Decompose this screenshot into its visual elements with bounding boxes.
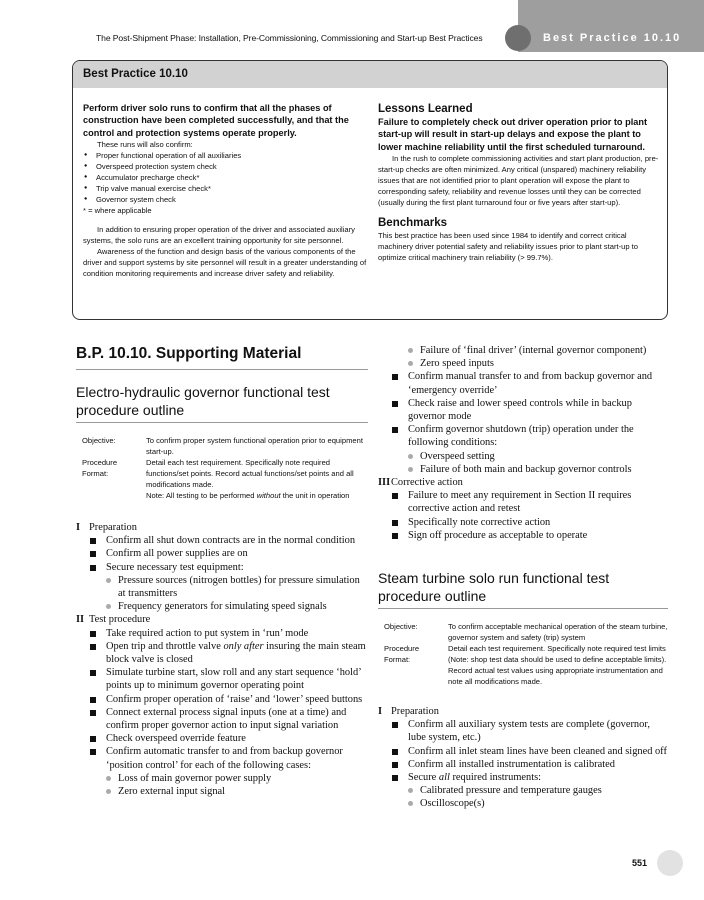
list-item: Simulate turbine start, slow roll and any start sequence ‘hold’ points up to minimum governor operating point <box>76 666 368 692</box>
governor-procedure-title: Electro-hydraulic governor functional test procedure outline <box>76 384 368 423</box>
box-lead: Perform driver solo runs to confirm that all the phases of construction have been completed successfully, and that the control and protection systems operate properly. <box>83 103 349 138</box>
sub-item: Overspeed setting <box>378 450 668 463</box>
format-label <box>378 643 448 687</box>
format-label-line2: Format: <box>384 655 411 665</box>
format-body: Detail each test requirement. Specifically note required functions/set points. Record actual functions/set points and all modifications made. <box>146 458 354 489</box>
format-label-line1: Procedure <box>384 644 420 654</box>
list-item: Connect external process signal inputs (one at a time) and confirm proper governor action to input signal variation <box>76 706 368 732</box>
list-item: Specifically note corrective action <box>378 516 668 529</box>
sub-item: Calibrated pressure and temperature gauges <box>378 784 668 797</box>
confirm-list <box>83 150 368 205</box>
box-left-column <box>83 102 368 279</box>
list-item: Secure necessary test equipment: <box>76 561 368 574</box>
left-column <box>76 344 368 798</box>
section-tab-label: Best Practice 10.10 <box>543 32 682 44</box>
format-label-line2: Format: <box>82 469 109 478</box>
list-item: Failure to meet any requirement in Section II requires corrective action and retest <box>378 489 668 515</box>
list-item: Confirm all inlet steam lines have been cleaned and signed off <box>378 745 668 758</box>
lessons-body: In the rush to complete commissioning activities and start plant production, pre-start-up checks are often minimized. Any critical (unspared) machinery reliability issues that are not identified prior to plant operation will expose the plant to corresponding safety, reliability and revenue losses until they can be corrected (usually during the first plant turnaround four or five years after start-up). <box>378 153 659 207</box>
format-text: Detail each test requirement. Specifically note required test limits (Note: shop test data should be used to define acceptable limits). Record actual test values using appropriate instrumentation and note all modifications made. <box>448 644 667 687</box>
list-item: Take required action to put system in ‘run’ mode <box>76 627 368 640</box>
list-item: Sign off procedure as acceptable to operate <box>378 529 668 542</box>
sub-item: Failure of both main and backup governor controls <box>378 463 668 476</box>
page-circle-decoration <box>657 850 683 876</box>
supporting-material-title: B.P. 10.10. Supporting Material <box>76 344 368 370</box>
format-note: Note: All testing to be performed without the unit in operation <box>146 491 350 500</box>
objective-label: Objective: <box>384 622 418 632</box>
steam-turbine-procedure-title: Steam turbine solo run functional test procedure outline <box>378 570 668 609</box>
sub-item: Zero speed inputs <box>378 357 668 370</box>
list-item: Confirm all installed instrumentation is calibrated <box>378 758 668 771</box>
list-item: Confirm all shut down contracts are in the normal condition <box>76 534 368 547</box>
box-right-column <box>378 102 663 263</box>
list-item: Check overspeed override feature <box>76 732 368 745</box>
list-item: Confirm all power supplies are on <box>76 547 368 560</box>
lessons-lead: Failure to completely check out driver operation prior to plant start-up will result in start-up delays and expose the plant to lower machine reliability until the first scheduled turnaround. <box>378 117 648 152</box>
box-title: Best Practice 10.10 <box>73 61 667 88</box>
best-practice-box <box>72 60 668 320</box>
sub-item: Oscilloscope(s) <box>378 797 668 810</box>
outline-heading: III Corrective action <box>378 477 463 489</box>
sub-item: Loss of main governor power supply <box>76 772 368 785</box>
sub-item: Failure of ‘final driver’ (internal governor component) <box>378 344 668 357</box>
list-item: ● Trip valve manual exercise check* <box>83 183 368 194</box>
box-intro: These runs will also confirm: <box>97 139 193 149</box>
governor-outline <box>76 521 368 798</box>
sub-item: Pressure sources (nitrogen bottles) for pressure simulation at transmitters <box>76 574 368 600</box>
list-item: ● Proper functional operation of all auxiliaries <box>83 150 368 161</box>
right-column <box>378 344 668 811</box>
format-text <box>146 457 368 501</box>
running-title: The Post-Shipment Phase: Installation, Pre-Commissioning, Commissioning and Start-up Best Practices <box>96 33 483 43</box>
format-label-line1: Procedure <box>82 458 118 467</box>
objective-label: Objective: <box>82 436 116 445</box>
list-item: ● Overspeed protection system check <box>83 161 368 172</box>
list-item: ● Accumulator precharge check* <box>83 172 368 183</box>
tab-circle-decoration <box>505 25 531 51</box>
format-label <box>76 457 146 501</box>
list-item: Confirm proper operation of ‘raise’ and ‘lower’ speed buttons <box>76 693 368 706</box>
benchmarks-body: This best practice has been used since 1984 to identify and correct critical machinery driver potential safety and reliability issues prior to plant start-up to optimize critical machinery train reliability (> 99.7%). <box>378 230 638 262</box>
lessons-heading: Lessons Learned <box>378 103 473 115</box>
objective-text: To confirm acceptable mechanical operation of the steam turbine, governor system and safety (trip) system <box>448 622 668 643</box>
objective-text: To confirm proper system functional operation prior to equipment start-up. <box>146 436 363 456</box>
list-item: Open trip and throttle valve only after insuring the main steam block valve is closed <box>76 640 368 666</box>
list-item: Secure all required instruments: <box>378 771 668 784</box>
benchmarks-heading: Benchmarks <box>378 216 448 229</box>
list-item: Confirm manual transfer to and from backup governor and ‘emergency override’ <box>378 370 668 396</box>
steam-turbine-outline <box>378 705 668 811</box>
section-tab <box>518 0 704 52</box>
sub-item: Zero external input signal <box>76 785 368 798</box>
outline-heading: II Test procedure <box>76 614 151 626</box>
list-item: Confirm automatic transfer to and from backup governor ‘position control’ for each of the following cases: <box>76 745 368 771</box>
steam-turbine-definitions <box>378 621 668 687</box>
paragraph: In addition to ensuring proper operation of the driver and associated auxiliary systems, the solo runs are an excellent training opportunity for site personnel. <box>83 224 355 245</box>
footnote: * = where applicable <box>83 205 152 215</box>
list-item: Confirm all auxiliary system tests are complete (governor, lube system, etc.) <box>378 718 668 744</box>
governor-outline-continued <box>378 344 668 542</box>
outline-heading: I Preparation <box>378 706 439 718</box>
paragraph: Awareness of the function and design basis of the various components of the driver and support systems by site personnel will result in a greater understanding of condition monitoring requirements and increase driver safety and reliability. <box>83 246 367 278</box>
list-item: Check raise and lower speed controls while in backup governor mode <box>378 397 668 423</box>
list-item: ● Governor system check <box>83 194 368 205</box>
governor-definitions <box>76 435 368 501</box>
outline-heading: I Preparation <box>76 522 137 533</box>
list-item: Confirm governor shutdown (trip) operation under the following conditions: <box>378 423 668 449</box>
page-number: 551 <box>632 858 648 868</box>
sub-item: Frequency generators for simulating speed signals <box>76 600 368 613</box>
